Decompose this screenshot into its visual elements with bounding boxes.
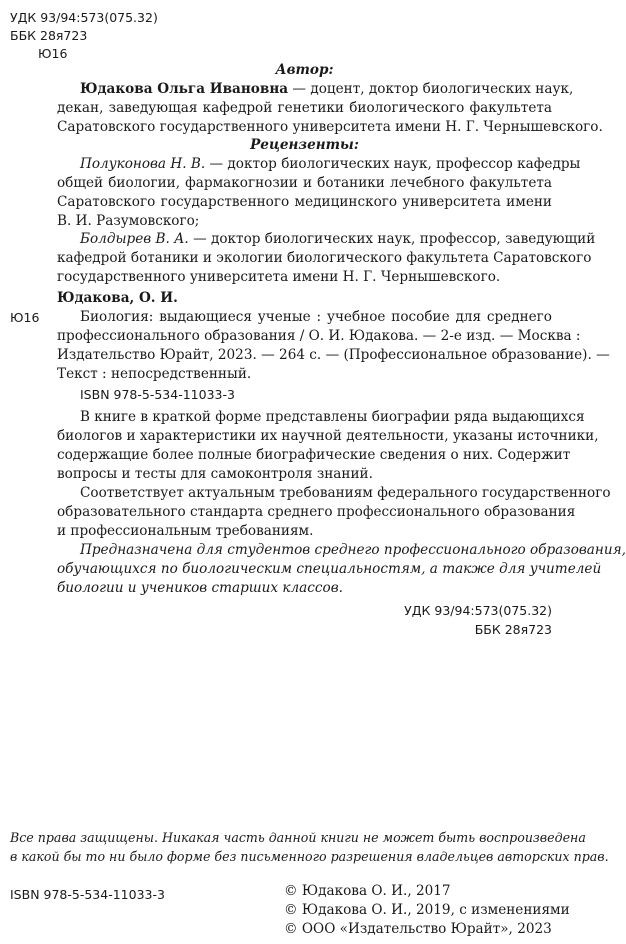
abstract-p1-line-2: биологов и характеристики их научной деятельности, указаны источники, xyxy=(57,428,599,444)
reviewer-1-line-1 xyxy=(80,155,581,174)
abstract-udk: УДК 93/94:573(075.32) xyxy=(404,603,552,618)
author-line-2: декан, заведующая кафедрой генетики биологического факультета xyxy=(57,100,552,116)
abstract-bbk: ББК 28я723 xyxy=(474,622,552,637)
catalog-code: Ю16 xyxy=(10,310,40,325)
reviewer-2-line-1 xyxy=(80,230,596,249)
reviewer-1-desc: — доктор биологических наук, профессор кафедры xyxy=(209,156,581,172)
bbk-code: ББК 28я723 xyxy=(10,28,88,43)
reviewer-1-line-4: В. И. Разумовского; xyxy=(57,213,200,229)
abstract-p3-line-1: Предназначена для студентов среднего профессионального образования, xyxy=(80,542,626,558)
reviewer-2-line-2: кафедрой ботаники и экологии биологического факультета Саратовского xyxy=(57,250,592,266)
copyright-1: © Юдакова О. И., 2017 xyxy=(284,883,451,899)
rights-line-1: Все права защищены. Никакая часть данной книги не может быть воспроизведена xyxy=(10,830,586,845)
rights-line-2: в какой бы то ни было форме без письменного разрешения владельцев авторских прав. xyxy=(10,849,609,864)
abstract-p3-line-3: биологии и учеников старших классов. xyxy=(57,580,343,596)
abstract-p1-line-4: вопросы и тесты для самоконтроля знаний. xyxy=(57,466,373,482)
abstract-p2-line-3: и профессиональным требованиям. xyxy=(57,523,314,539)
footer-isbn: ISBN 978-5-534-11033-3 xyxy=(10,887,165,902)
reviewer-1-name: Полуконова Н. В. xyxy=(80,156,206,172)
author-mark: Ю16 xyxy=(38,46,68,61)
abstract-p1-line-1: В книге в краткой форме представлены биографии ряда выдающихся xyxy=(80,409,585,425)
catalog-isbn: ISBN 978-5-534-11033-3 xyxy=(80,387,235,402)
author-heading: Автор: xyxy=(275,62,334,78)
catalog-line-4: Текст : непосредственный. xyxy=(57,366,252,382)
author-desc-1: — доцент, доктор биологических наук, xyxy=(292,81,574,97)
reviewer-2-line-3: государственного университета имени Н. Г. Чернышевского. xyxy=(57,269,501,285)
author-line-1 xyxy=(80,80,574,99)
copyright-2: © Юдакова О. И., 2019, с изменениями xyxy=(284,902,570,918)
catalog-line-3: Издательство Юрайт, 2023. — 264 с. — (Профессиональное образование). — xyxy=(57,347,610,363)
reviewer-1-line-2: общей биологии, фармакогнозии и ботаники лечебного факультета xyxy=(57,175,552,191)
author-line-3: Саратовского государственного университета имени Н. Г. Чернышевского. xyxy=(57,119,603,135)
reviewer-2-desc: — доктор биологических наук, профессор, заведующий xyxy=(193,231,596,247)
reviewer-2-name: Болдырев В. А. xyxy=(80,231,189,247)
udk-code: УДК 93/94:573(075.32) xyxy=(10,10,158,25)
author-name: Юдакова Ольга Ивановна xyxy=(80,81,289,97)
copyright-3: © ООО «Издательство Юрайт», 2023 xyxy=(284,921,552,937)
abstract-p1-line-3: содержащие более полные биографические сведения о них. Содержит xyxy=(57,447,571,463)
reviewers-heading: Рецензенты: xyxy=(250,137,359,153)
reviewer-1-line-3: Саратовского государственного медицинского университета имени xyxy=(57,194,552,210)
abstract-p2-line-2: образовательного стандарта среднего профессионального образования xyxy=(57,504,576,520)
catalog-line-1: Биология: выдающиеся ученые : учебное пособие для среднего xyxy=(80,309,552,325)
abstract-p2-line-1: Соответствует актуальным требованиям федерального государственного xyxy=(80,485,611,501)
catalog-line-2: профессионального образования / О. И. Юдакова. — 2-е изд. — Москва : xyxy=(57,328,581,344)
catalog-author: Юдакова, О. И. xyxy=(57,290,178,306)
abstract-p3-line-2: обучающихся по биологическим специальностям, а также для учителей xyxy=(57,561,602,577)
